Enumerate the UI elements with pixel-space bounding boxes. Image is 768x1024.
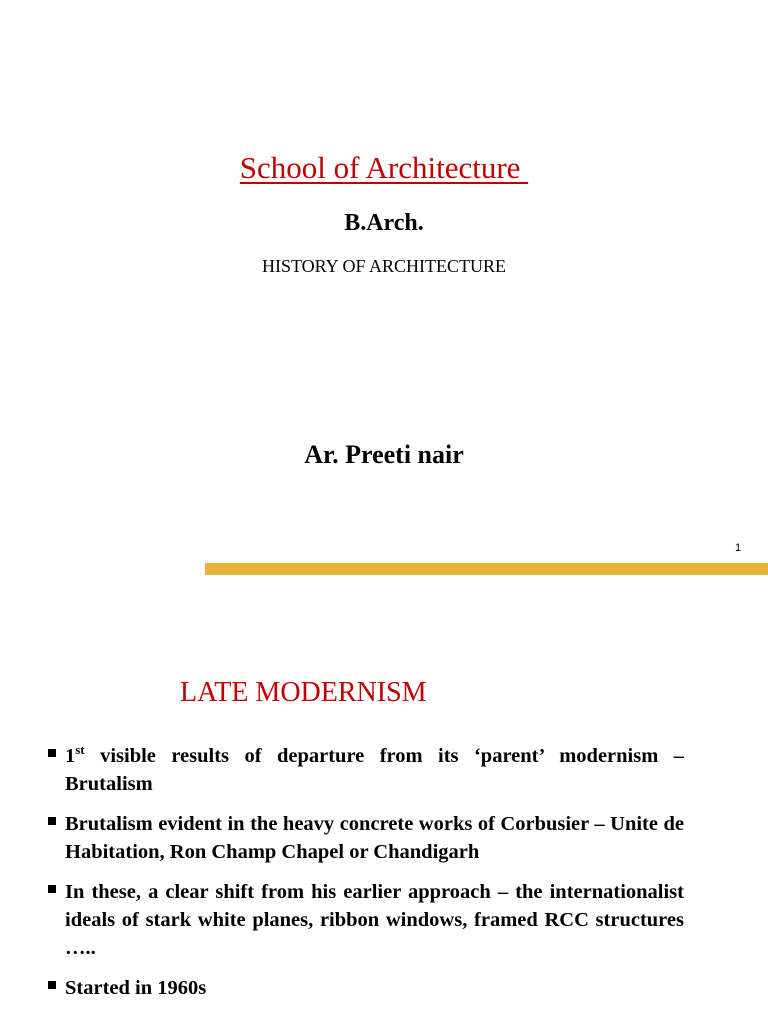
square-bullet-icon <box>48 981 56 989</box>
bullet-item <box>48 742 684 798</box>
bullet-item <box>48 974 684 1002</box>
bullet-ordinal: 1 <box>65 745 76 767</box>
bullet-item <box>48 878 684 962</box>
bullet-list <box>48 742 684 1014</box>
subject-title: HISTORY OF ARCHITECTURE <box>261 256 507 276</box>
bullet-item <box>48 810 684 866</box>
bullet-text: Started in 1960s <box>65 977 207 999</box>
degree-label: B.Arch. <box>344 210 424 236</box>
bullet-ordinal-suffix: st <box>75 742 85 758</box>
bullet-text: visible results of departure from its ‘parent’ modernism – Brutalism <box>65 745 684 795</box>
author-name: Ar. Preeti nair <box>304 440 464 469</box>
accent-bar <box>205 563 768 575</box>
content-slide <box>0 600 768 1024</box>
square-bullet-icon <box>48 749 56 757</box>
page-number: 1 <box>735 542 742 554</box>
school-title: School of Architecture <box>239 150 529 185</box>
slide-heading: LATE MODERNISM <box>180 677 427 708</box>
square-bullet-icon <box>48 885 56 893</box>
square-bullet-icon <box>48 817 56 825</box>
bullet-text: Brutalism evident in the heavy concrete works of Corbusier – Unite de Habitation, Ron Champ Chapel or Chandigarh <box>65 813 684 863</box>
bullet-text: In these, a clear shift from his earlier approach – the internationalist ideals of stark white planes, ribbon windows, framed RCC structures ….. <box>65 881 684 959</box>
